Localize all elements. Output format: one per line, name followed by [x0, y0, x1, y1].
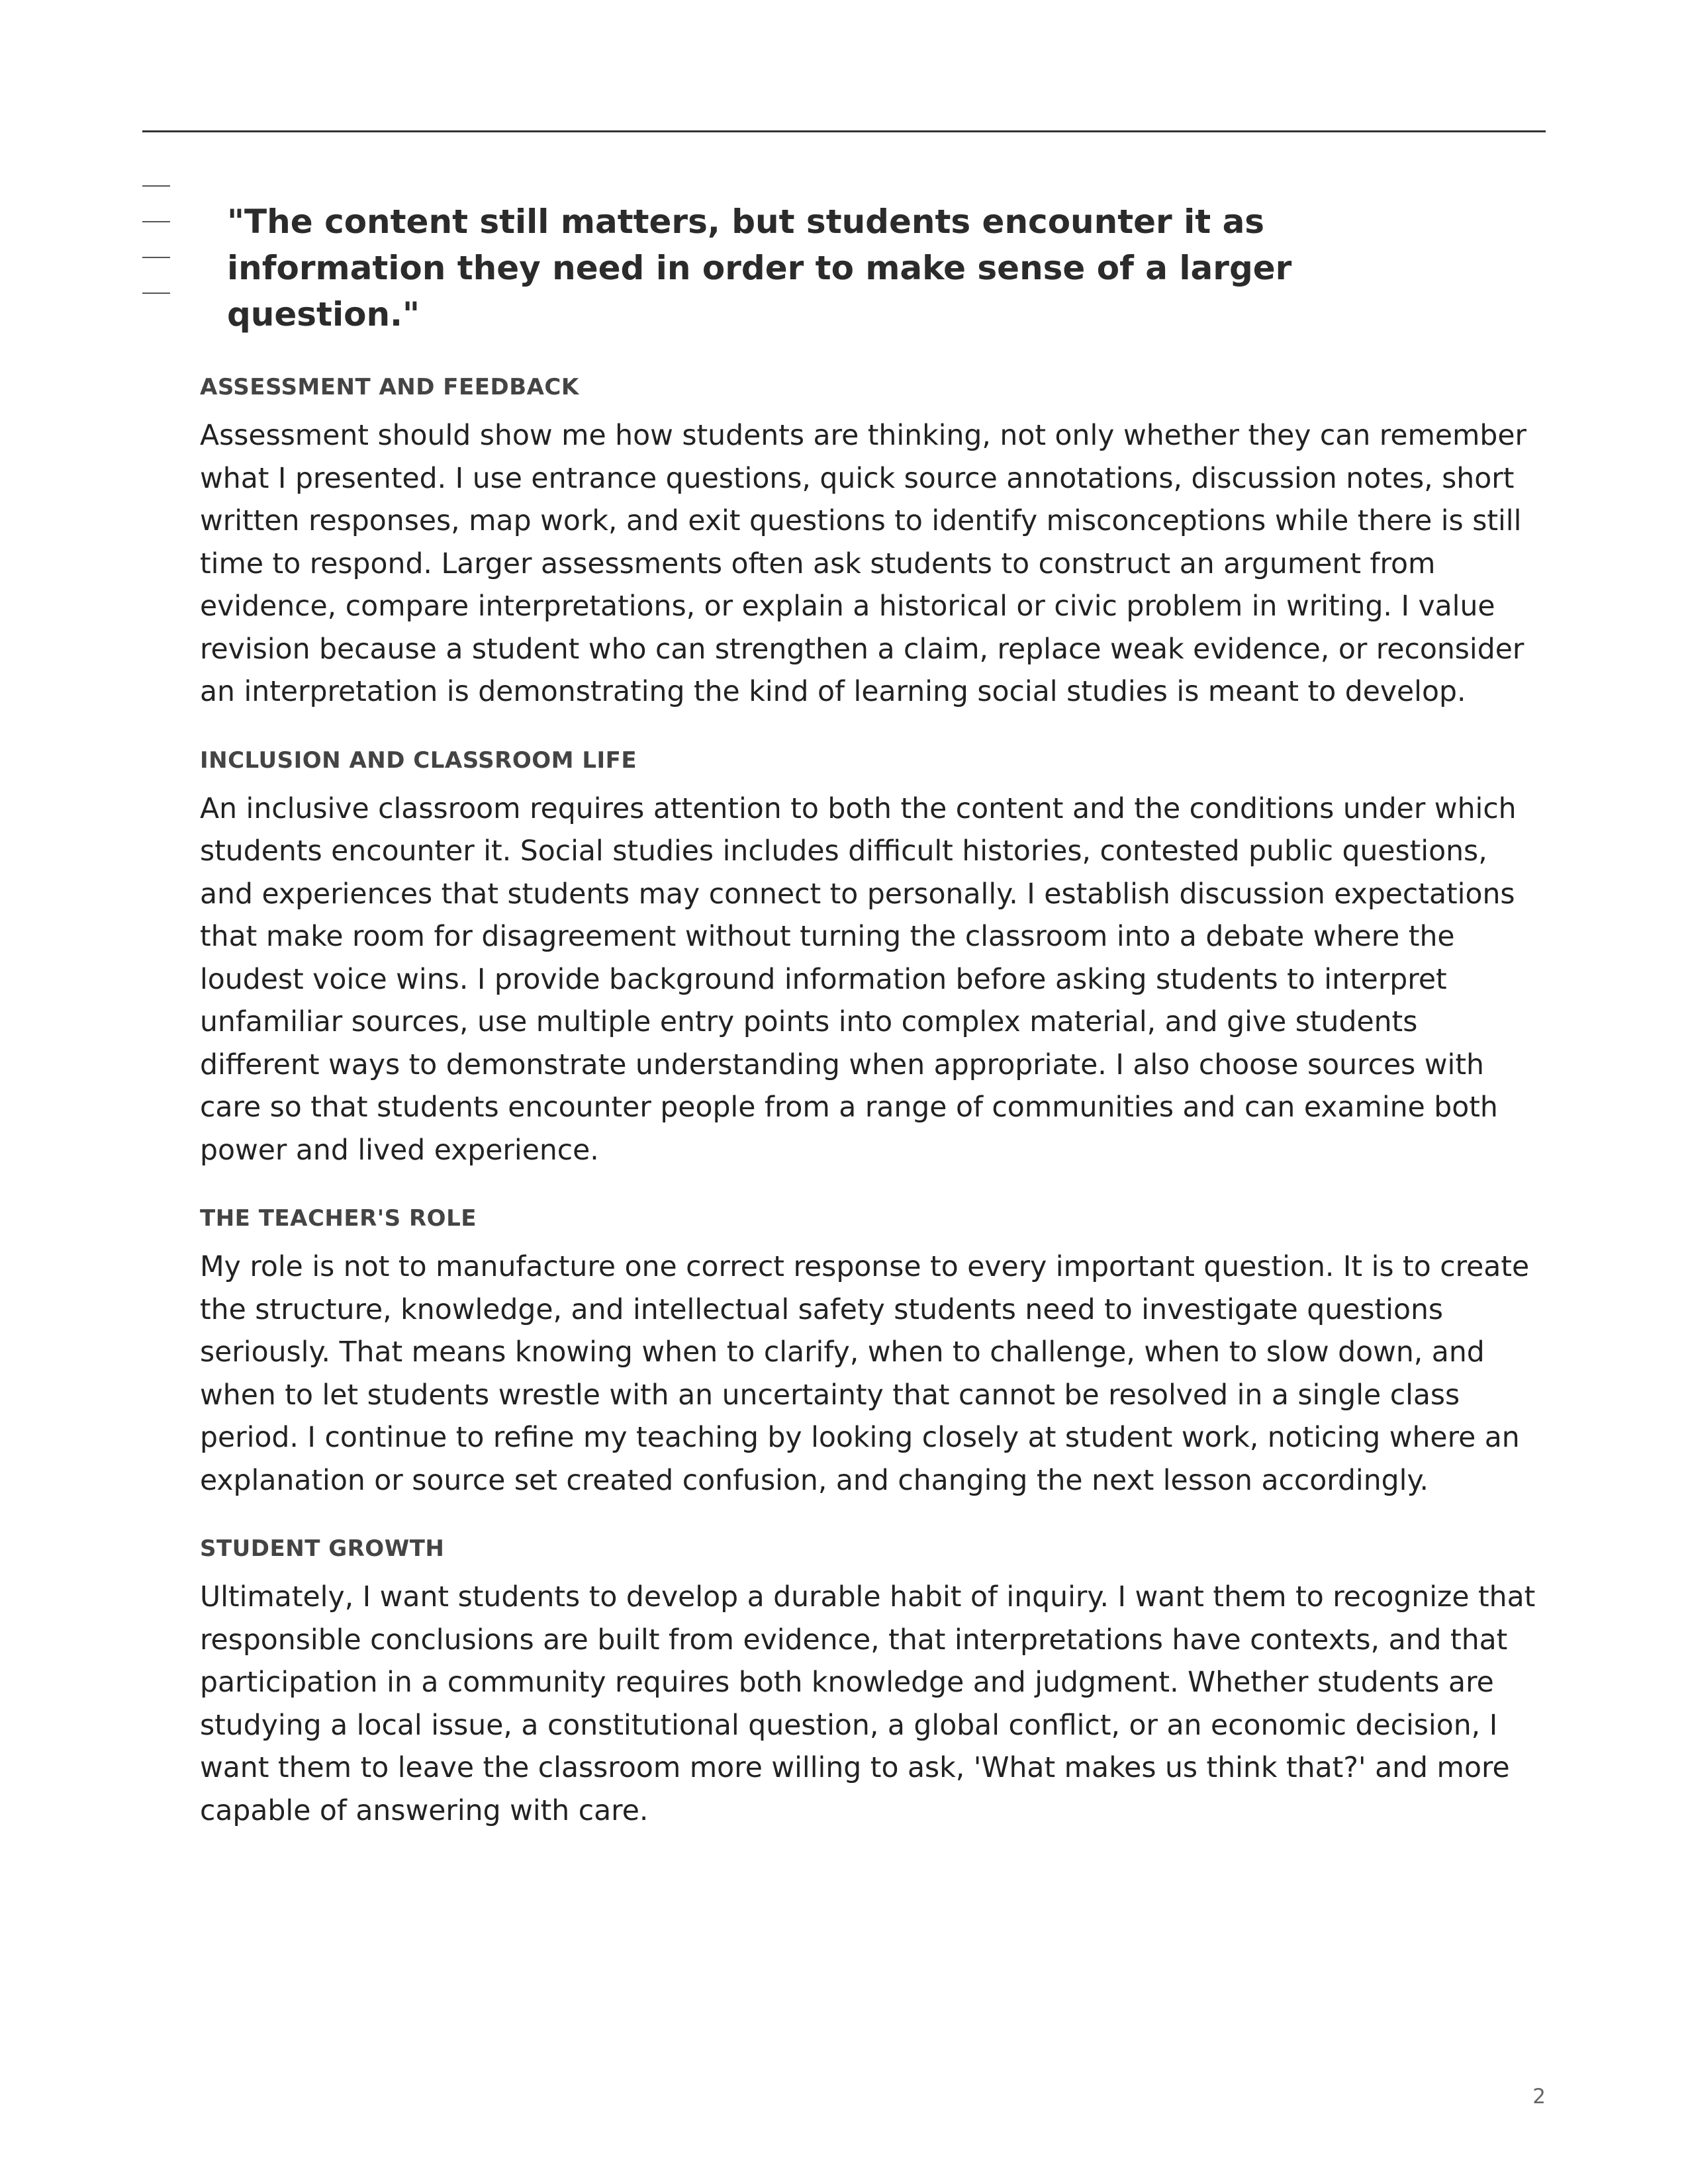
section-heading: ASSESSMENT AND FEEDBACK: [200, 374, 579, 400]
page-number: 2: [1532, 2085, 1546, 2109]
margin-mark: [142, 185, 170, 187]
section-paragraph: An inclusive classroom requires attention to both the content and the conditions under which students encounter it. Social studies includes difficult histories, contested public questions, and experiences that students may connect to personally. I establish discussion expectations that make room for disagreement without turning the classroom into a debate where the loudest voice wins. I provide background information before asking students to interpret unfamiliar sources, use multiple entry points into complex material, and give students different ways to demonstrate understanding when appropriate. I also choose sources with care so that students encounter people from a range of communities and can examine both power and lived experience.: [200, 792, 1517, 1167]
section-paragraph: Ultimately, I want students to develop a durable habit of inquiry. I want them to recognize that responsible conclusions are built from evidence, that interpretations have contexts, and that participation in a community requires both knowledge and judgment. Whether students are studying a local issue, a constitutional question, a global conflict, or an economic decision, I want them to leave the classroom more willing to ask, 'What makes us think that?' and more capable of answering with care.: [200, 1581, 1536, 1827]
document-body: [200, 374, 1537, 1833]
section-paragraph: Assessment should show me how students are thinking, not only whether they can remember what I presented. I use entrance questions, quick source annotations, discussion notes, short written responses, map work, and exit questions to identify misconceptions while there is still time to respond. Larger assessments often ask students to construct an argument from evidence, compare interpretations, or explain a historical or civic problem in writing. I value revision because a student who can strengthen a claim, replace weak evidence, or reconsider an interpretation is demonstrating the kind of learning social studies is meant to develop.: [200, 420, 1527, 708]
section-assessment-and-feedback: [200, 374, 1537, 714]
section-heading: THE TEACHER'S ROLE: [200, 1205, 477, 1232]
margin-mark: [142, 257, 170, 258]
section-teachers-role: [200, 1205, 1537, 1502]
margin-mark: [142, 221, 170, 222]
margin-marks: [142, 185, 172, 328]
pull-quote: "The content still matters, but students encounter it as information they need in order to make sense of a larger question.": [227, 203, 1292, 334]
section-heading: INCLUSION AND CLASSROOM LIFE: [200, 747, 637, 774]
section-heading: STUDENT GROWTH: [200, 1535, 445, 1562]
section-paragraph: My role is not to manufacture one correct response to every important question. It is to create the structure, knowledge, and intellectual safety students need to investigate questions seriously. That means knowing when to clarify, when to challenge, when to slow down, and when to let students wrestle with an uncertainty that cannot be resolved in a single class period. I continue to refine my teaching by looking closely at student work, noticing where an explanation or source set created confusion, and changing the next lesson accordingly.: [200, 1251, 1530, 1497]
top-rule: [142, 130, 1546, 132]
margin-mark: [142, 293, 170, 294]
section-inclusion-and-classroom-life: [200, 747, 1537, 1173]
section-student-growth: [200, 1535, 1537, 1833]
